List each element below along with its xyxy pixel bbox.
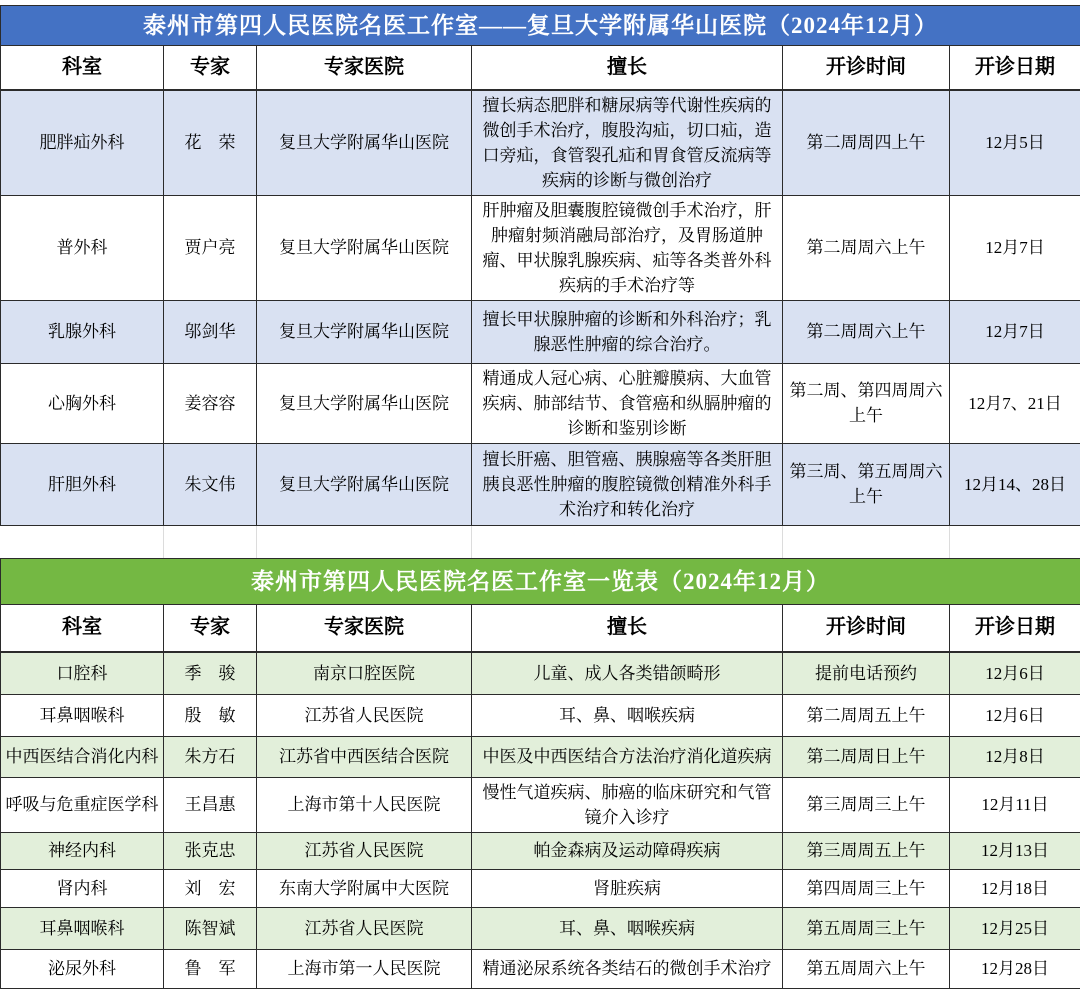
cell-clinic-time: 第二周周六上午 [783,195,950,300]
cell-clinic-time: 提前电话预约 [783,652,950,694]
cell-department: 肾内科 [1,869,164,907]
cell-department: 中西医结合消化内科 [1,736,164,777]
col-header-clinic-date: 开诊日期 [950,604,1080,652]
cell-clinic-time: 第三周、第五周周六上午 [783,443,950,525]
cell-specialty: 肝肿瘤及胆囊腹腔镜微创手术治疗，肝肿瘤射频消融局部治疗，及胃肠道肿瘤、甲状腺乳腺疾病、疝等各类普外科疾病的手术治疗等 [472,195,783,300]
cell-department: 泌尿外科 [1,949,164,988]
cell-department: 口腔科 [1,652,164,694]
table2-title-row [1,558,1080,604]
cell-department: 肝胆外科 [1,443,164,525]
cell-specialty: 肾脏疾病 [472,869,783,907]
overview-schedule-table [0,558,1080,989]
cell-clinic-time: 第五周周三上午 [783,907,950,949]
cell-specialty: 擅长病态肥胖和糖尿病等代谢性疾病的微创手术治疗，腹股沟疝，切口疝，造口旁疝，食管裂孔疝和胃食管反流病等疾病的诊断与微创治疗 [472,90,783,196]
col-header-specialty: 擅长 [472,604,783,652]
cell-clinic-date: 12月7、21日 [950,363,1080,443]
cell-specialty: 帕金森病及运动障碍疾病 [472,832,783,869]
cell-department: 呼吸与危重症医学科 [1,777,164,832]
col-header-clinic-time: 开诊时间 [783,46,950,90]
table-row [1,949,1080,988]
col-header-expert: 专家 [164,604,257,652]
cell-department: 耳鼻咽喉科 [1,907,164,949]
cell-specialty: 精通泌尿系统各类结石的微创手术治疗 [472,949,783,988]
col-header-clinic-time: 开诊时间 [783,604,950,652]
table1-header-row [1,46,1080,90]
cell-expert-hospital: 江苏省人民医院 [257,694,472,736]
cell-specialty: 耳、鼻、咽喉疾病 [472,694,783,736]
cell-clinic-time: 第二周、第四周周六上午 [783,363,950,443]
cell-expert-hospital: 江苏省人民医院 [257,907,472,949]
cell-clinic-date: 12月6日 [950,652,1080,694]
cell-expert-hospital: 江苏省人民医院 [257,832,472,869]
cell-expert: 季 骏 [164,652,257,694]
cell-department: 普外科 [1,195,164,300]
table-row [1,195,1080,300]
table-row [1,777,1080,832]
cell-specialty: 中医及中西医结合方法治疗消化道疾病 [472,736,783,777]
cell-clinic-date: 12月7日 [950,195,1080,300]
table-row [1,443,1080,525]
cell-expert-hospital: 南京口腔医院 [257,652,472,694]
cell-expert: 王昌惠 [164,777,257,832]
table-row [1,300,1080,363]
table2-header-row [1,604,1080,652]
cell-expert-hospital: 复旦大学附属华山医院 [257,300,472,363]
cell-expert: 姜容容 [164,363,257,443]
cell-expert-hospital: 复旦大学附属华山医院 [257,363,472,443]
cell-expert-hospital: 复旦大学附属华山医院 [257,443,472,525]
col-header-clinic-date: 开诊日期 [950,46,1080,90]
cell-clinic-date: 12月5日 [950,90,1080,196]
table-row [1,832,1080,869]
cell-expert: 花 荣 [164,90,257,196]
cell-expert: 陈智斌 [164,907,257,949]
table-row [1,90,1080,196]
cell-clinic-time: 第二周周日上午 [783,736,950,777]
cell-clinic-time: 第四周周三上午 [783,869,950,907]
cell-clinic-date: 12月18日 [950,869,1080,907]
cell-clinic-time: 第二周周六上午 [783,300,950,363]
table-row [1,736,1080,777]
cell-expert-hospital: 上海市第十人民医院 [257,777,472,832]
col-header-department: 科室 [1,46,164,90]
cell-expert-hospital: 上海市第一人民医院 [257,949,472,988]
cell-clinic-time: 第二周周四上午 [783,90,950,196]
table1-title-row [1,6,1080,46]
table-row [1,652,1080,694]
cell-expert-hospital: 复旦大学附属华山医院 [257,195,472,300]
col-header-expert-hospital: 专家医院 [257,46,472,90]
cell-specialty: 慢性气道疾病、肺癌的临床研究和气管镜介入诊疗 [472,777,783,832]
cell-expert-hospital: 东南大学附属中大医院 [257,869,472,907]
col-header-specialty: 擅长 [472,46,783,90]
col-header-expert-hospital: 专家医院 [257,604,472,652]
cell-expert-hospital: 江苏省中西医结合医院 [257,736,472,777]
cell-clinic-time: 第二周周五上午 [783,694,950,736]
cell-clinic-date: 12月11日 [950,777,1080,832]
table-row [1,694,1080,736]
spreadsheet-gap [0,526,1080,558]
cell-specialty: 擅长肝癌、胆管癌、胰腺癌等各类肝胆胰良恶性肿瘤的腹腔镜微创精准外科手术治疗和转化治疗 [472,443,783,525]
cell-specialty: 精通成人冠心病、心脏瓣膜病、大血管疾病、肺部结节、食管癌和纵膈肿瘤的诊断和鉴别诊断 [472,363,783,443]
cell-department: 乳腺外科 [1,300,164,363]
cell-department: 肥胖疝外科 [1,90,164,196]
cell-clinic-time: 第三周周五上午 [783,832,950,869]
cell-expert: 殷 敏 [164,694,257,736]
table-row [1,907,1080,949]
cell-specialty: 耳、鼻、咽喉疾病 [472,907,783,949]
cell-clinic-date: 12月28日 [950,949,1080,988]
cell-clinic-date: 12月25日 [950,907,1080,949]
table-row [1,869,1080,907]
cell-clinic-date: 12月8日 [950,736,1080,777]
cell-expert: 邬剑华 [164,300,257,363]
cell-clinic-date: 12月6日 [950,694,1080,736]
cell-department: 耳鼻咽喉科 [1,694,164,736]
cell-department: 心胸外科 [1,363,164,443]
cell-department: 神经内科 [1,832,164,869]
cell-clinic-date: 12月14、28日 [950,443,1080,525]
col-header-expert: 专家 [164,46,257,90]
cell-specialty: 擅长甲状腺肿瘤的诊断和外科治疗；乳腺恶性肿瘤的综合治疗。 [472,300,783,363]
table2-title: 泰州市第四人民医院名医工作室一览表（2024年12月） [1,558,1080,604]
cell-expert: 朱文伟 [164,443,257,525]
cell-clinic-date: 12月13日 [950,832,1080,869]
cell-expert: 张克忠 [164,832,257,869]
cell-expert-hospital: 复旦大学附属华山医院 [257,90,472,196]
col-header-department: 科室 [1,604,164,652]
table-row [1,363,1080,443]
cell-specialty: 儿童、成人各类错颌畸形 [472,652,783,694]
cell-expert: 朱方石 [164,736,257,777]
table1-title: 泰州市第四人民医院名医工作室——复旦大学附属华山医院（2024年12月） [1,6,1080,46]
cell-clinic-time: 第五周周六上午 [783,949,950,988]
cell-clinic-time: 第三周周三上午 [783,777,950,832]
cell-expert: 贾户亮 [164,195,257,300]
cell-clinic-date: 12月7日 [950,300,1080,363]
cell-expert: 刘 宏 [164,869,257,907]
huashan-schedule-table [0,5,1080,526]
cell-expert: 鲁 军 [164,949,257,988]
